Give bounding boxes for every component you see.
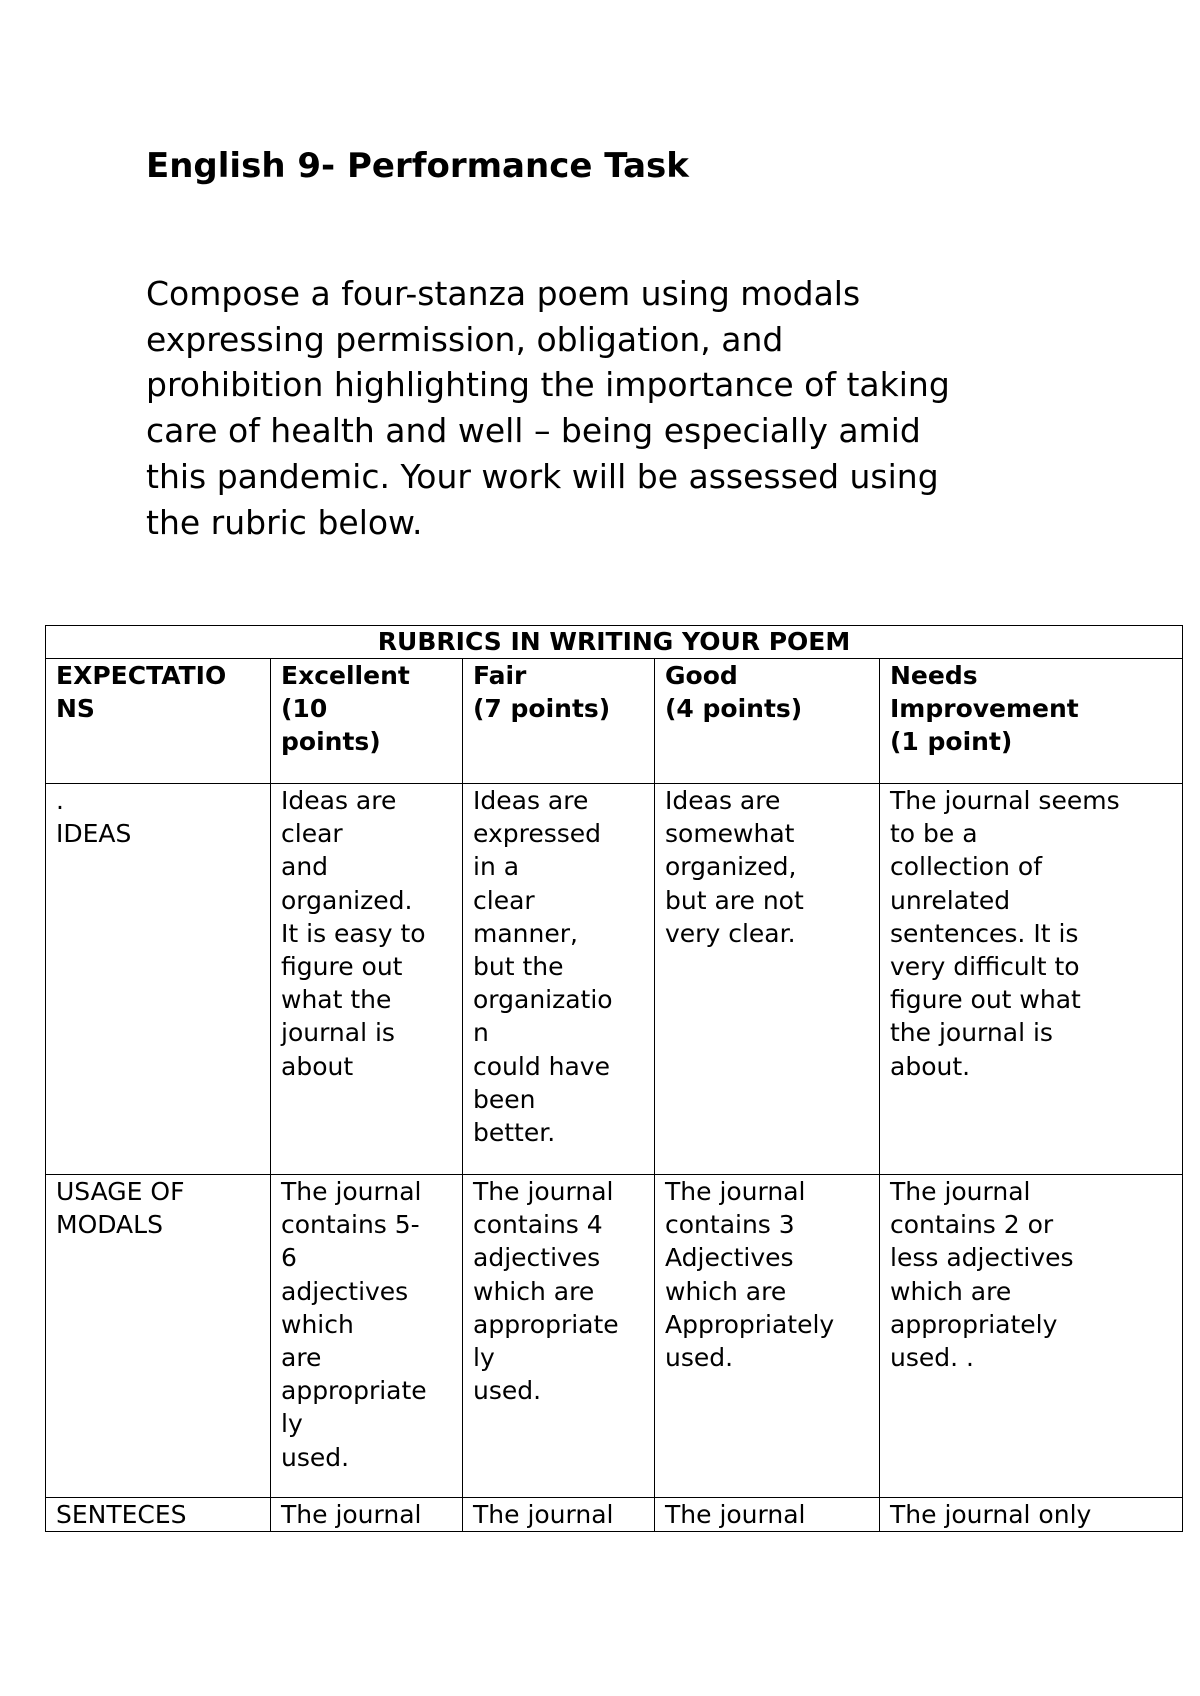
cell-line: points) (281, 727, 381, 757)
fair-cell (463, 1498, 655, 1532)
cell-line: It is easy to (281, 918, 426, 948)
cell-line: The journal (281, 1177, 422, 1206)
good-cell (655, 1498, 880, 1532)
cell-line: used. (665, 1343, 734, 1373)
cell-line: The journal (473, 1177, 614, 1206)
excellent-cell (271, 1175, 463, 1498)
cell-line: and (281, 852, 329, 882)
cell-line: NS (56, 694, 95, 724)
cell-line: MODALS (56, 1210, 163, 1240)
cell-line: contains 5- (281, 1210, 420, 1240)
cell-line: . (56, 786, 64, 815)
cell-line: used. (473, 1376, 542, 1406)
good-cell (655, 1175, 880, 1498)
cell-line: contains 3 (665, 1210, 795, 1240)
cell-line: unrelated (890, 885, 1011, 915)
cell-line: Fair (473, 661, 527, 690)
cell-line: less adjectives (890, 1243, 1074, 1273)
header-good (655, 659, 880, 784)
rubric-title-row (46, 626, 1183, 659)
instructions-line: prohibition highlighting the importance of taking (146, 365, 950, 405)
instructions-paragraph (146, 271, 1046, 545)
header-expectations (46, 659, 271, 784)
cell-line: somewhat (665, 819, 795, 849)
cell-line: (4 points) (665, 694, 803, 724)
cell-line: ly (473, 1343, 495, 1373)
cell-line: which are (665, 1276, 787, 1306)
cell-line: adjectives (281, 1276, 409, 1306)
cell-line: about (281, 1051, 354, 1081)
cell-line: The journal (890, 1177, 1031, 1206)
cell-line: could have (473, 1051, 610, 1081)
header-excellent (271, 659, 463, 784)
fair-cell (463, 784, 655, 1175)
cell-line: 6 (281, 1243, 297, 1273)
rubric-table (45, 625, 1183, 1532)
cell-line: Ideas are (281, 786, 397, 815)
cell-line: which are (890, 1276, 1012, 1306)
cell-line: very difficult to (890, 952, 1080, 982)
cell-line: contains 4 (473, 1210, 603, 1240)
cell-line: appropriately (890, 1309, 1058, 1339)
cell-line: about. (890, 1051, 971, 1081)
cell-line: which are (473, 1276, 595, 1306)
cell-line: Adjectives (665, 1243, 794, 1273)
rubric-header-row (46, 659, 1183, 784)
cell-line: which (281, 1309, 354, 1339)
cell-line: Appropriately (665, 1309, 835, 1339)
cell-line: what the (281, 985, 392, 1015)
instructions-line: care of health and well – being especially amid (146, 411, 921, 451)
excellent-cell (271, 1498, 463, 1532)
cell-line: figure out (281, 952, 403, 982)
cell-line: manner, (473, 918, 578, 948)
rubric-row-ideas (46, 784, 1183, 1175)
cell-line: USAGE OF (56, 1177, 185, 1206)
criterion-cell (46, 1175, 271, 1498)
instructions-line: this pandemic. Your work will be assessed using (146, 456, 939, 496)
criterion-cell (46, 784, 271, 1175)
rubric-row-usage-of-modals (46, 1175, 1183, 1498)
cell-line: organized. (281, 885, 413, 915)
cell-line: The journal (665, 1177, 806, 1206)
cell-line: The journal (281, 1500, 422, 1529)
cell-line: appropriate (473, 1309, 619, 1339)
cell-line: collection of (890, 852, 1042, 882)
cell-line: better. (473, 1118, 556, 1148)
cell-line: Improvement (890, 694, 1079, 724)
cell-line: contains 2 or (890, 1210, 1054, 1240)
cell-line: the journal is (890, 1018, 1053, 1048)
needs-improvement-cell (880, 1175, 1183, 1498)
cell-line: Ideas are (665, 786, 781, 815)
cell-line: organizatio (473, 985, 613, 1015)
instructions-line: the rubric below. (146, 502, 423, 542)
cell-line: clear (473, 885, 535, 915)
cell-line: adjectives (473, 1243, 601, 1273)
excellent-cell (271, 784, 463, 1175)
good-cell (655, 784, 880, 1175)
cell-line: Excellent (281, 661, 410, 690)
needs-improvement-cell (880, 1498, 1183, 1532)
cell-line: used. . (890, 1343, 974, 1373)
fair-cell (463, 1175, 655, 1498)
cell-line: sentences. It is (890, 918, 1079, 948)
cell-line: are (281, 1343, 322, 1373)
document-title: English 9- Performance Task (146, 146, 689, 186)
cell-line: very clear. (665, 918, 796, 948)
instructions-line: expressing permission, obligation, and (146, 319, 784, 359)
header-needs-improvement (880, 659, 1183, 784)
needs-improvement-cell (880, 784, 1183, 1175)
cell-line: journal is (281, 1018, 395, 1048)
cell-line: The journal (473, 1500, 614, 1529)
criterion-cell (46, 1498, 271, 1532)
cell-line: IDEAS (56, 819, 132, 849)
cell-line: appropriate (281, 1376, 427, 1406)
cell-line: in a (473, 852, 520, 882)
cell-line: figure out what (890, 985, 1081, 1015)
cell-line: ly (281, 1409, 303, 1439)
cell-line: to be a (890, 819, 978, 849)
cell-line: Needs (890, 661, 978, 690)
cell-line: used. (281, 1442, 350, 1472)
cell-line: but the (473, 952, 564, 982)
cell-line: n (473, 1018, 489, 1048)
instructions-line: Compose a four-stanza poem using modals (146, 274, 861, 313)
cell-line: (1 point) (890, 727, 1013, 757)
cell-line: but are not (665, 885, 804, 915)
cell-line: (10 (281, 694, 328, 724)
cell-line: The journal only (890, 1500, 1092, 1529)
cell-line: Good (665, 661, 738, 690)
cell-line: organized, (665, 852, 797, 882)
cell-line: expressed (473, 819, 602, 849)
cell-line: SENTECES (56, 1500, 187, 1529)
rubric-title: RUBRICS IN WRITING YOUR POEM (46, 626, 1183, 659)
header-fair (463, 659, 655, 784)
cell-line: The journal (665, 1500, 806, 1529)
cell-line: clear (281, 819, 343, 849)
cell-line: Ideas are (473, 786, 589, 815)
cell-line: EXPECTATIO (56, 661, 227, 690)
cell-line: The journal seems (890, 786, 1120, 815)
cell-line: (7 points) (473, 694, 611, 724)
rubric-row-sentences (46, 1498, 1183, 1532)
cell-line: been (473, 1084, 536, 1114)
